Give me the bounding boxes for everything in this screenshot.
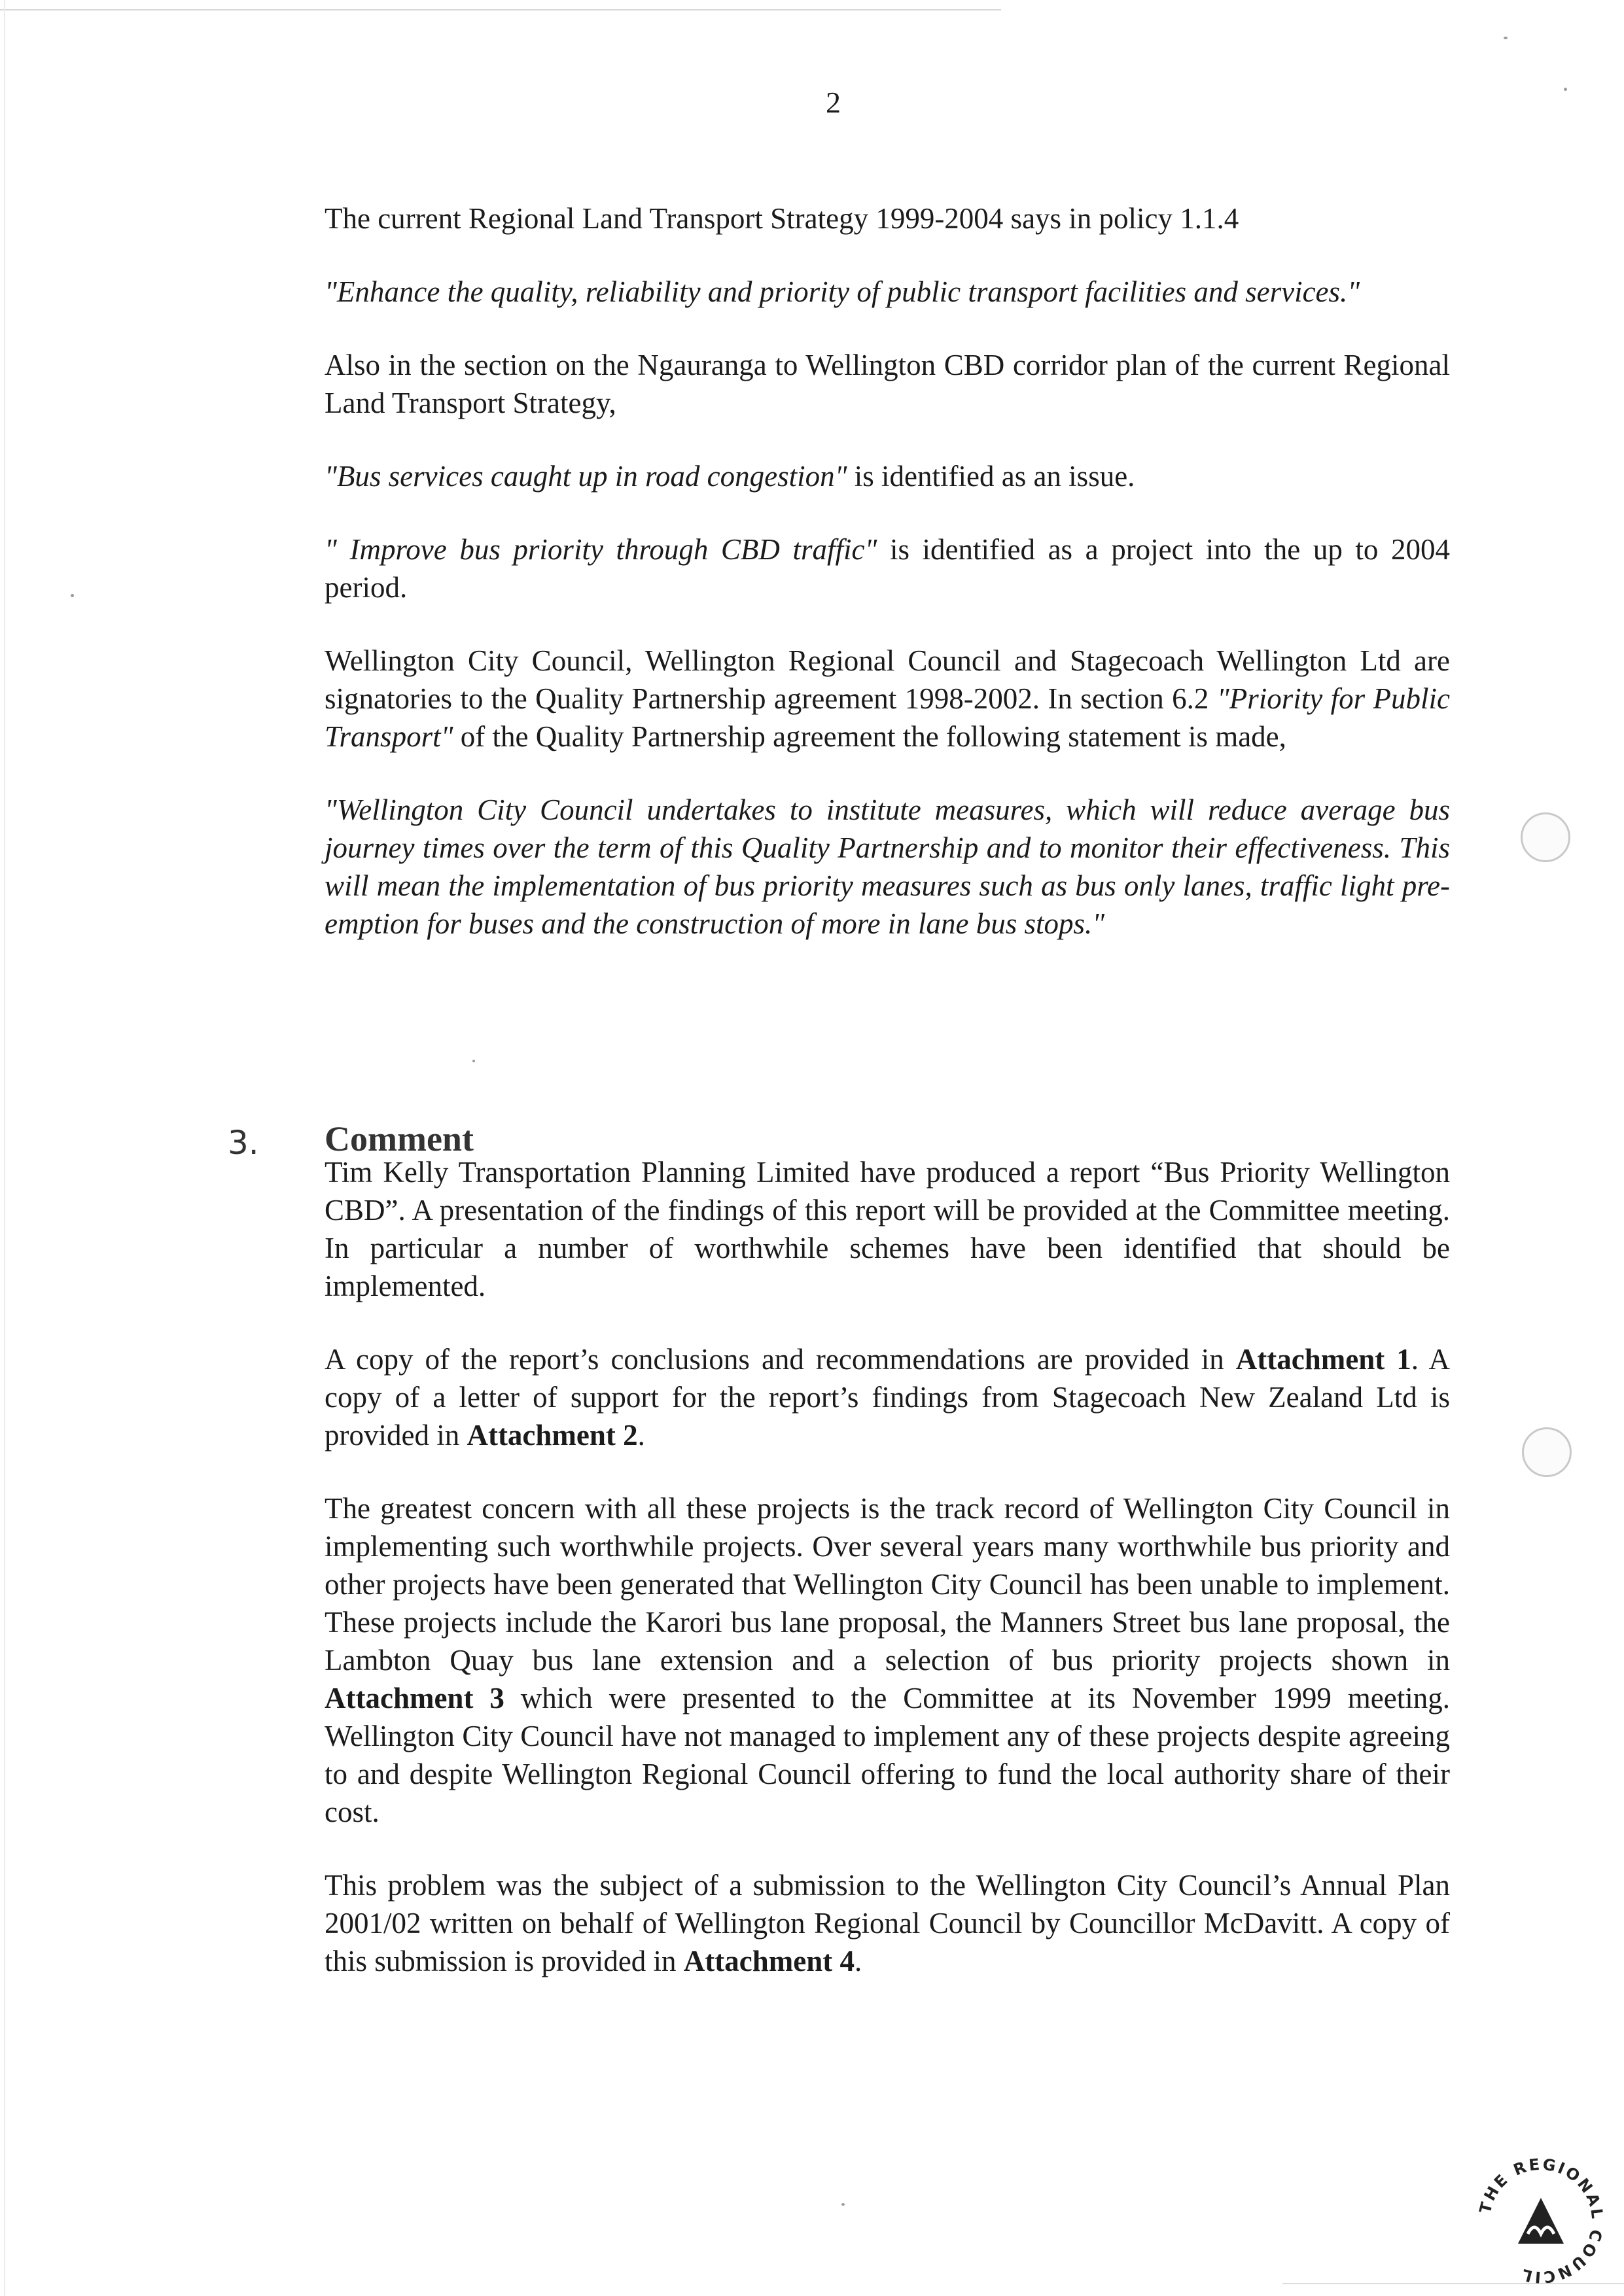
- page-edge: [4, 0, 5, 2296]
- paragraph: [325, 1866, 1450, 1980]
- policy-quote: [325, 273, 1450, 311]
- quote-text: "Enhance the quality, reliability and priority of public transport facilities and services.": [325, 275, 1360, 308]
- paragraph-text: .: [855, 1945, 862, 1977]
- page-edge: [0, 9, 1001, 10]
- paragraph: The current Regional Land Transport Strategy 1999-2004 says in policy 1.1.4: [325, 202, 1239, 235]
- paragraph: [325, 1489, 1450, 1831]
- paragraph-text: is identified as an issue.: [847, 460, 1135, 493]
- attachment-ref: Attachment 1: [1235, 1343, 1411, 1376]
- paragraph-text: The greatest concern with all these projects is the track record of Wellington City Council in implementing such worthwhile projects. Over several years many worthwhile bus priority and other projects have been generated that Wellington City Council has been unable to implement. These projects include the Karori bus lane proposal, the Manners Street bus lane proposal, the Lambton Quay bus lane extension and a selection of bus priority projects shown in: [325, 1492, 1450, 1677]
- quote-text: " Improve bus priority through CBD traffic": [325, 533, 877, 566]
- paragraph-text: which were presented to the Committee at its November 1999 meeting. Wellington City Council have not managed to implement any of these projects despite agreeing to and despite Wellington Regional Council offering to fund the local authority share of their cost.: [325, 1682, 1450, 1828]
- quote-text: "Wellington City Council undertakes to institute measures, which will reduce average bus journey times over the term of this Quality Partnership and to monitor their effectiveness. This will mean the implementation of bus priority measures such as bus only lanes, traffic light pre-emption for buses and the construction of more in lane bus stops.": [325, 793, 1450, 940]
- agreement-quote: [325, 791, 1450, 943]
- paragraph: [325, 1340, 1450, 1454]
- paragraph-text: of the Quality Partnership agreement the following statement is made,: [453, 720, 1286, 753]
- paragraph: [325, 642, 1450, 756]
- attachment-ref: Attachment 3: [325, 1682, 504, 1714]
- paragraph-text: This problem was the subject of a submission to the Wellington City Council’s Annual Plan 2001/02 written on behalf of Wellington Regional Council by Councillor McDavitt. A copy of this submission is provided in: [325, 1869, 1450, 1977]
- quote-text: "Priority for Public Transport": [325, 682, 1451, 753]
- section-number: 3.: [228, 1124, 259, 1162]
- paragraph: [325, 457, 1450, 495]
- scan-speck: [71, 594, 74, 597]
- document-body: [325, 200, 1450, 1980]
- punch-hole: [1522, 1427, 1572, 1477]
- attachment-ref: Attachment 4: [683, 1945, 855, 1977]
- logo-ring-text: THE REGIONAL COUNCIL: [1475, 2155, 1607, 2287]
- punch-hole: [1521, 812, 1570, 862]
- section-title: Comment: [325, 1119, 474, 1158]
- attachment-ref: Attachment 2: [467, 1419, 638, 1452]
- paragraph: Also in the section on the Ngauranga to Wellington CBD corridor plan of the current Regional Land Transport Strategy,: [325, 349, 1450, 419]
- quote-text: "Bus services caught up in road congestion": [325, 460, 847, 493]
- paragraph-text: Wellington City Council, Wellington Regional Council and Stagecoach Wellington Ltd are signatories to the Quality Partnership agreement 1998-2002. In section 6.2: [325, 644, 1450, 715]
- paragraph: Tim Kelly Transportation Planning Limited have produced a report “Bus Priority Wellington CBD”. A presentation of the findings of this report will be provided at the Committee meeting. In particular a number of worthwhile schemes have been identified that should be implemented.: [325, 1156, 1450, 1302]
- scan-speck: [841, 2203, 845, 2206]
- scan-speck: [1564, 88, 1567, 91]
- scan-speck: [1504, 37, 1508, 39]
- paragraph: [325, 531, 1450, 606]
- regional-council-logo: [1472, 2152, 1610, 2289]
- paragraph-text: . A copy of a letter of support for the report’s findings from Stagecoach New Zealand Ltd is provided in: [325, 1343, 1450, 1452]
- paragraph-text: A copy of the report’s conclusions and recommendations are provided in: [325, 1343, 1236, 1376]
- page-number: 2: [826, 86, 841, 119]
- paragraph-text: is identified as a project into the up to 2004 period.: [325, 533, 1450, 604]
- scan-speck: [472, 1060, 475, 1062]
- paragraph-text: .: [637, 1419, 645, 1452]
